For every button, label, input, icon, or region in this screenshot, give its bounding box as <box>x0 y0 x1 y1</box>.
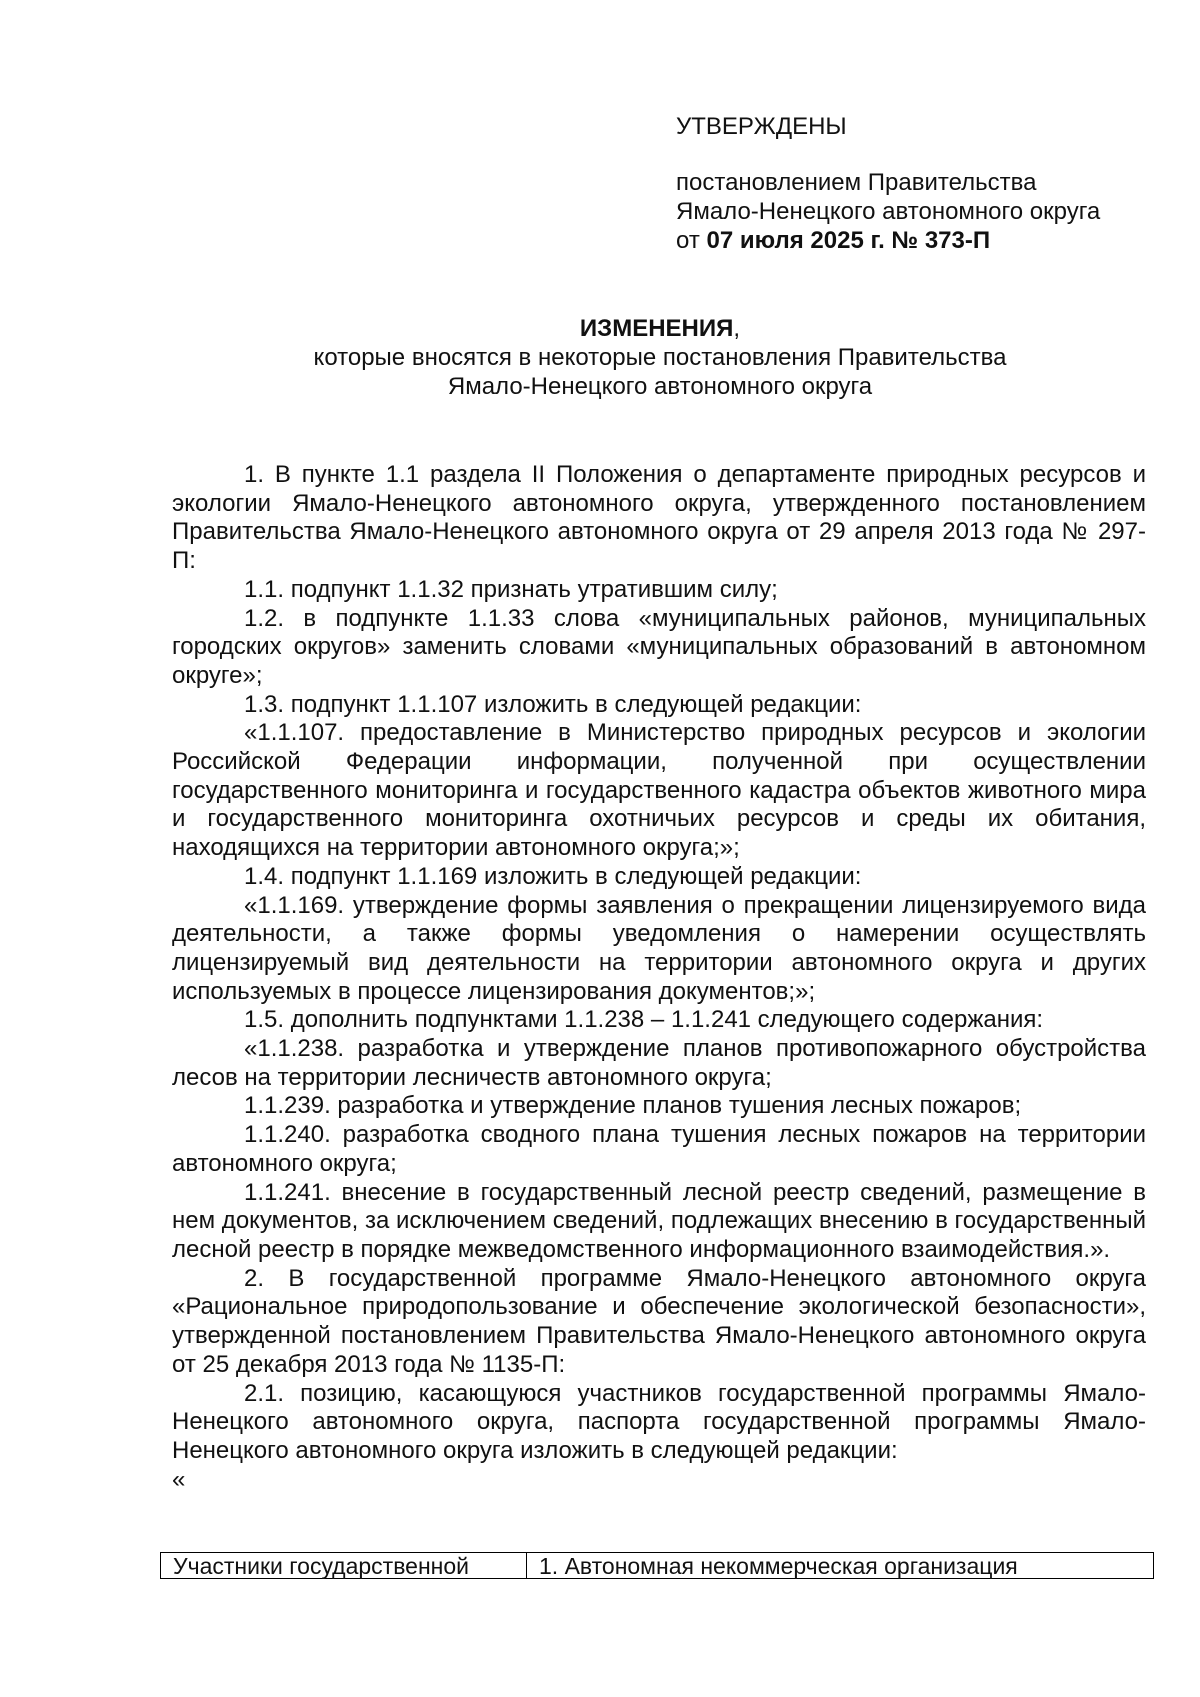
approval-date-line <box>676 226 1146 255</box>
document-title <box>160 314 1160 401</box>
open-quote: « <box>172 1465 186 1493</box>
title-main-suffix: , <box>733 315 741 342</box>
paragraph-2-1: 2.1. позицию, касающуюся участников государственной программы Ямало-Ненецкого автономного округа, паспорта государственной программы Ямало-Ненецкого автономного округа изложить в следующей редакции: <box>172 1379 1146 1464</box>
approval-date-number: 07 июля 2025 г. № 373-П <box>706 227 991 254</box>
approval-block <box>676 112 1146 255</box>
approval-line-2: Ямало-Ненецкого автономного округа <box>676 198 1101 225</box>
document-body <box>172 461 1146 1494</box>
table-cell-value: 1. Автономная некоммерческая организация <box>527 1553 1154 1579</box>
table-cell-label: Участники государственной <box>161 1553 527 1579</box>
paragraph-1: 1. В пункте 1.1 раздела II Положения о департаменте природных ресурсов и экологии Ямало-Ненецкого автономного округа, утвержденного постановлением Правительства Ямало-Ненецкого автономного округа от 29 апреля 2013 года № 297-П: <box>172 461 1146 575</box>
paragraph-2: 2. В государственной программе Ямало-Ненецкого автономного округа «Рациональное природопользование и обеспечение экологической безопасности», утвержденной постановлением Правительства Ямало-Ненецкого автономного округа от 25 декабря 2013 года № 1135-П: <box>172 1264 1146 1378</box>
paragraph-1-1-240: 1.1.240. разработка сводного плана тушения лесных пожаров на территории автономного округа; <box>172 1121 1146 1177</box>
participants-table <box>160 1552 1154 1579</box>
title-main: ИЗМЕНЕНИЯ <box>579 315 734 342</box>
paragraph-1-1: 1.1. подпункт 1.1.32 признать утратившим силу; <box>244 575 778 603</box>
paragraph-1-4: 1.4. подпункт 1.1.169 изложить в следующей редакции: <box>244 862 862 890</box>
approval-heading: УТВЕРЖДЕНЫ <box>676 113 847 140</box>
title-line-3: Ямало-Ненецкого автономного округа <box>447 373 873 400</box>
paragraph-1-1-107: «1.1.107. предоставление в Министерство природных ресурсов и экологии Российской Федерации информации, полученной при осуществлении государственного мониторинга и государственного кадастра объектов животного мира и государственного мониторинга охотничьих ресурсов и среды их обитания, находящихся на территории автономного округа;»; <box>172 719 1146 862</box>
paragraph-1-2: 1.2. в подпункте 1.1.33 слова «муниципальных районов, муниципальных городских округов» заменить словами «муниципальных образований в автономном округе»; <box>172 604 1146 689</box>
paragraph-1-1-241: 1.1.241. внесение в государственный лесной реестр сведений, размещение в нем документов, за исключением сведений, подлежащих внесению в государственный лесной реестр в порядке межведомственного информационного взаимодействия.». <box>172 1178 1146 1263</box>
title-main-line <box>160 314 1160 343</box>
paragraph-1-3: 1.3. подпункт 1.1.107 изложить в следующей редакции: <box>244 690 862 718</box>
paragraph-1-5: 1.5. дополнить подпунктами 1.1.238 – 1.1.241 следующего содержания: <box>244 1006 1044 1034</box>
paragraph-1-1-239: 1.1.239. разработка и утверждение планов тушения лесных пожаров; <box>244 1092 1022 1120</box>
approval-gap <box>676 141 1146 168</box>
approval-date-prefix: от <box>676 227 700 254</box>
title-line-2: которые вносятся в некоторые постановления Правительства <box>313 344 1007 371</box>
approval-line-1: постановлением Правительства <box>676 169 1037 196</box>
table-row <box>161 1553 1154 1579</box>
paragraph-1-1-169: «1.1.169. утверждение формы заявления о прекращении лицензируемого вида деятельности, а также формы уведомления о намерении осуществлять лицензируемый вид деятельности на территории автономного округа и других используемых в процессе лицензирования документов;»; <box>172 891 1146 1005</box>
paragraph-1-1-238: «1.1.238. разработка и утверждение планов противопожарного обустройства лесов на территории лесничеств автономного округа; <box>172 1035 1146 1091</box>
